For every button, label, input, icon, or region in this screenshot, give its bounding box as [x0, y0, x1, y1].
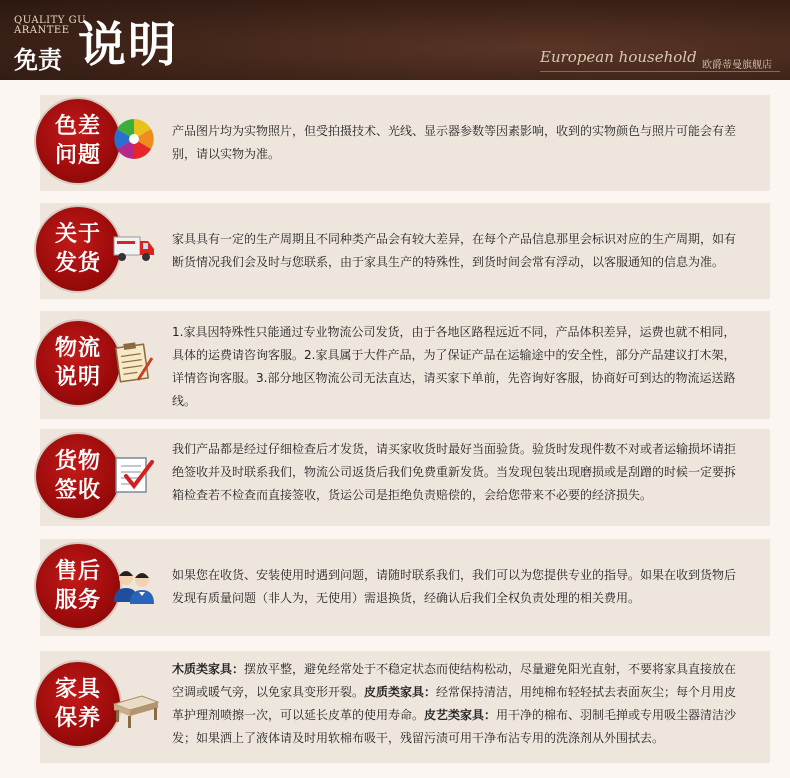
title-line-2: 说明 — [54, 365, 101, 390]
section-title-badge — [36, 544, 120, 628]
section-text: 如果您在收货、安装使用时遇到问题，请随时联系我们，我们可以为您提供专业的指导。如果在收到货物后发现有质量问题（非人为，无使用）需退换货，经确认后我们全权负责处理的相关费用。 — [172, 568, 737, 605]
care-text-wood: 摆放平整，避免经常处于不稳定状态而使结构松动，尽量避免阳光直射，不要将家具直接放在空调或暖气旁，以免家具变形开裂。 — [172, 662, 737, 699]
section-title-badge — [36, 662, 120, 746]
store-name: 欧爵蒂曼旗舰店 — [702, 60, 772, 71]
title-line-2: 发货 — [54, 251, 101, 276]
title-line-1: 色差 — [54, 114, 101, 139]
section-color-difference — [20, 92, 770, 192]
care-label-wood: 木质类家具： — [172, 662, 245, 676]
checklist-icon — [112, 452, 156, 496]
badge-line-2: ARANTEE — [14, 25, 70, 36]
care-label-leather: 皮质类家具： — [364, 685, 437, 699]
care-label-fabric-leather: 皮艺类家具： — [424, 708, 497, 722]
divider — [540, 71, 780, 72]
page-title: 说明 — [78, 17, 179, 73]
badge-line-1: QUALITY GU — [14, 15, 86, 26]
section-text: 家具具有一定的生产周期且不同种类产品会有较大差异，在每个产品信息那里会标识对应的生产周期，如有断货情况我们会及时与您联系，由于家具生产的特殊性，到货时间会常有浮动，以客服通知的信息为准。 — [172, 232, 737, 269]
script-brand-text: European household — [540, 48, 697, 66]
section-title-badge — [36, 99, 120, 183]
quality-badge — [14, 16, 86, 36]
section-logistics — [20, 308, 770, 418]
section-title-badge — [36, 321, 120, 405]
furniture-table-icon — [112, 686, 160, 730]
title-line-2: 签收 — [54, 478, 101, 503]
section-text — [172, 658, 747, 750]
section-title-badge — [36, 207, 120, 291]
section-text: 我们产品都是经过仔细检查后才发货，请买家收货时最好当面验货。验货时发现件数不对或者运输损坏请拒绝签收并及时联系我们，物流公司返货后我们免费重新发货。当发现包装出现磨损或是刮蹭的时候一定要拆箱检查若不检查而直接签收，货运公司是拒绝负责赔偿的，会给您带来不必要的经济损失。 — [172, 442, 737, 502]
title-line-1: 物流 — [54, 336, 101, 361]
section-after-sales — [20, 536, 770, 636]
color-wheel-icon — [112, 117, 156, 161]
care-text-leather: 经常保持清洁，用纯棉布轻轻拭去表面灰尘；每个月用皮革护理剂喷擦一次，可以延长皮革的使用寿命。 — [172, 685, 737, 722]
title-line-2: 保养 — [54, 706, 101, 731]
title-line-1: 货物 — [54, 449, 101, 474]
title-line-1: 售后 — [54, 559, 101, 584]
header-banner — [0, 0, 790, 80]
care-text-fabric-leather: 用干净的棉布、羽制毛掸或专用吸尘器清洁沙发；如果洒上了液体请及时用软棉布吸干，残留污渍可用干净布沾专用的洗涤剂从外围拭去。 — [172, 708, 737, 745]
section-title-badge — [36, 434, 120, 518]
title-line-2: 问题 — [54, 143, 101, 168]
clipboard-icon — [112, 340, 156, 384]
title-small: 免责 — [14, 45, 62, 74]
section-receipt — [20, 426, 770, 526]
title-line-2: 服务 — [54, 588, 101, 613]
title-line-1: 关于 — [54, 222, 101, 247]
delivery-truck-icon — [112, 225, 156, 269]
section-text: 1.家具因特殊性只能通过专业物流公司发货，由于各地区路程远近不同，产品体积差异，运费也就不相同，具体的运费请咨询客服。2.家具属于大件产品，为了保证产品在运输途中的安全性，部分产品建议打木架，详情咨询客服。3.部分地区物流公司无法直达，请买家下单前，先咨询好客服，协商好可到达的物流运送路线。 — [172, 325, 736, 408]
customer-service-icon — [112, 562, 156, 606]
section-furniture-care — [20, 648, 770, 768]
section-shipping — [20, 200, 770, 300]
section-text: 产品图片均为实物照片，但受拍摄技术、光线、显示器参数等因素影响，收到的实物颜色与照片可能会有差别，请以实物为准。 — [172, 124, 737, 161]
title-line-1: 家具 — [54, 677, 101, 702]
